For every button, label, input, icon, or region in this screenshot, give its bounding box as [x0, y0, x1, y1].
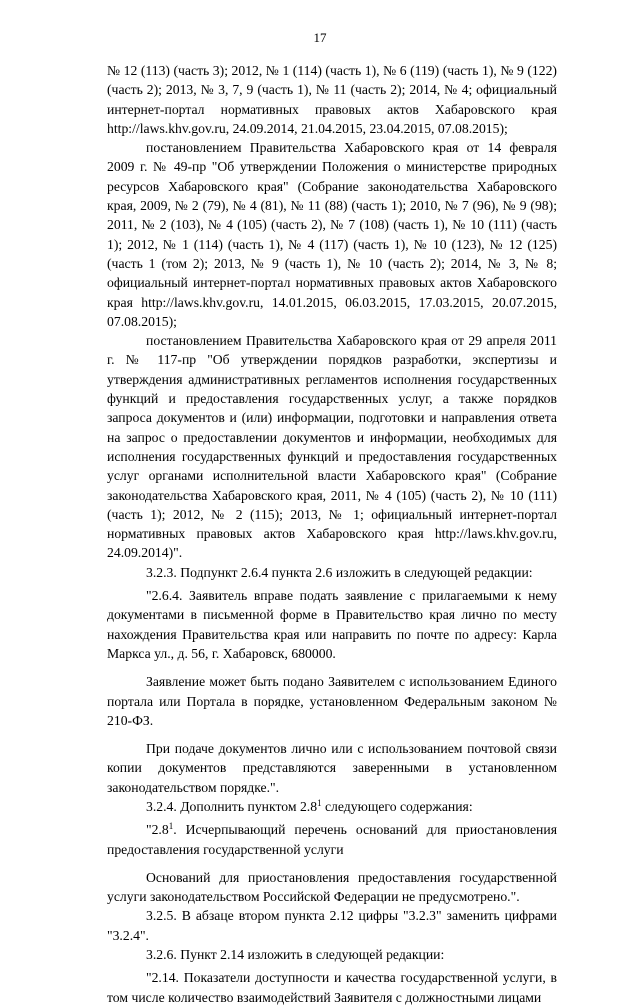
paragraph-application-portal: Заявление может быть подано Заявителем с использованием Единого портала или Портала в порядке, установленном Федеральным законом № 210-ФЗ. [107, 674, 557, 728]
paragraph-continuation: № 12 (113) (часть 3); 2012, № 1 (114) (часть 1), № 6 (119) (часть 1), № 9 (122) (часть 2); 2013, № 3, 7, 9 (часть 1), № 11 (часть 2); 2014, № 4; официальный интернет-портал нормативных правовых актов Хабаровского края http://laws.khv.gov.ru, 24.09.2014, 21.04.2015, 23.04.2015, 07.08.2015); [107, 63, 557, 136]
paragraph-2-8-1-text-end: . Исчерпывающий перечень оснований для приостановления предоставления государственной услуги [107, 822, 557, 857]
superscript: 1 [168, 821, 174, 832]
paragraph-2-8-1-text: "2.8 [146, 822, 169, 838]
page-number: 17 [313, 30, 327, 45]
paragraph-3-2-3: 3.2.3. Подпункт 2.6.4 пункта 2.6 изложить в следующей редакции: [146, 564, 533, 580]
paragraph-resolution-49-pr: постановлением Правительства Хабаровского края от 14 февраля 2009 г. № 49-пр "Об утверждении Положения о министерстве природных ресурсов Хабаровского края" (Собрание законодательства Хабаровского края, 2009, № 2 (79), № 4 (81), № 11 (88) (часть 1); 2010, № 7 (96), № 9 (98); 2011, № 2 (103), № 4 (105) (часть 2), № 7 (108) (часть 1), № 10 (111) (часть 1); 2012, № 1 (114) (часть 1), № 4 (117) (часть 1), № 10 (123), № 12 (125) (часть 1 (том 2); 2013, № 9 (часть 1), № 10 (часть 2); 2014, № 3, № 8; официальный интернет-портал нормативных правовых актов Хабаровского края http://laws.khv.gov.ru, 14.01.2015, 06.03.2015, 17.03.2015, 20.07.2015, 07.08.2015); [107, 140, 557, 329]
document-body [107, 61, 557, 1007]
paragraph-3-2-4 [107, 797, 557, 816]
paragraph-3-2-4-text-end: следующего содержания: [321, 798, 473, 814]
paragraph-submission-copies: При подаче документов лично или с использованием почтовой связи копии документов представляются заверенными в установленном законодательством порядке.". [107, 741, 557, 795]
superscript: 1 [317, 797, 322, 808]
paragraph-2-6-4: "2.6.4. Заявитель вправе подать заявление с прилагаемыми к нему документами в письменной форме в Правительство края лично по месту нахождения Правительства края или направить по почте по адресу: Карла Маркса ул., д. 56, г. Хабаровск, 680000. [107, 588, 557, 661]
paragraph-2-14: "2.14. Показатели доступности и качества государственной услуги, в том числе количество взаимодействий Заявителя с должностными лицами [107, 970, 557, 1005]
paragraph-3-2-4-text: 3.2.4. Дополнить пунктом 2.8 [146, 798, 318, 814]
paragraph-3-2-6: 3.2.6. Пункт 2.14 изложить в следующей редакции: [146, 947, 445, 963]
paragraph-resolution-117-pr: постановлением Правительства Хабаровского края от 29 апреля 2011 г. № 117-пр "Об утверждении порядков разработки, экспертизы и утверждения административных регламентов исполнения государственных функций и предоставления государственных услуг, а также порядков запроса документов и (или) информации, подготовки и направления ответа на запрос о предоставлении документов и информации, необходимых для исполнения государственных функций и предоставления государственных услуг органами исполнительной власти Хабаровского края" (Собрание законодательства Хабаровского края, 2011, № 4 (105) (часть 2), № 10 (111) (часть 1); 2012, № 2 (115); 2013, № 1; официальный интернет-портал нормативных правовых актов Хабаровского края http://laws.khv.gov.ru, 24.09.2014)". [107, 333, 557, 561]
paragraph-no-grounds: Оснований для приостановления предоставления государственной услуги законодательством Российской Федерации не предусмотрено.". [107, 869, 557, 905]
paragraph-3-2-5: 3.2.5. В абзаце втором пункта 2.12 цифры "3.2.3" заменить цифрами "3.2.4". [107, 908, 557, 943]
paragraph-2-8-1 [107, 820, 557, 859]
